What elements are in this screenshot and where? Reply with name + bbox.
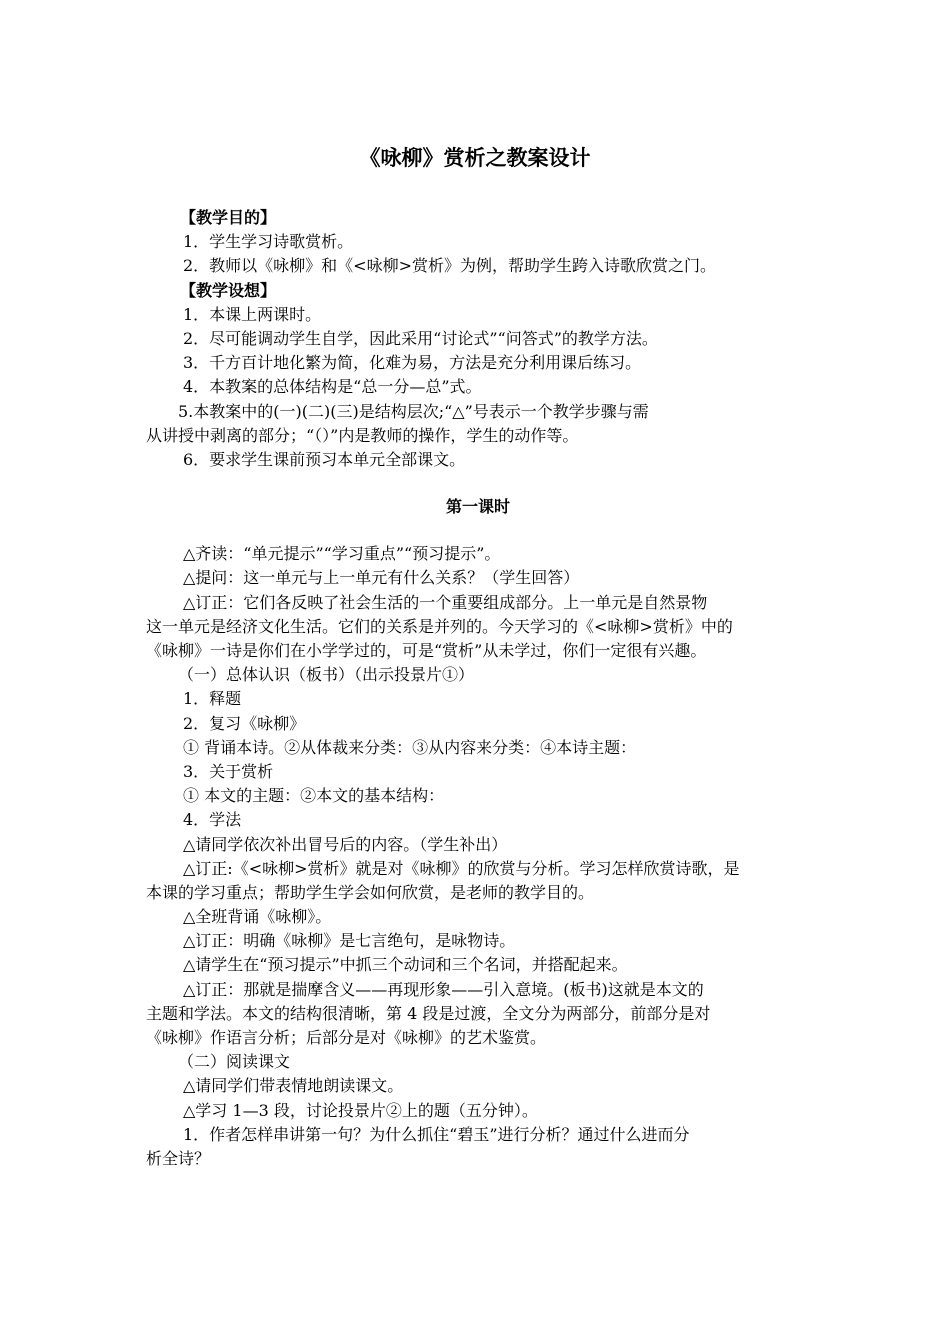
question-item: 析全诗？ bbox=[146, 1148, 211, 1168]
list-item: 4．学法 bbox=[183, 810, 242, 830]
plan-item-3: 3．千方百计地化繁为简，化难为易，方法是充分利用课后练习。 bbox=[183, 353, 642, 373]
lesson-heading: 第一课时 bbox=[445, 497, 510, 517]
goal-item-2: 2．教师以《咏柳》和《<咏柳>赏析》为例，帮助学生跨入诗歌欣赏之门。 bbox=[183, 256, 716, 276]
lesson-paragraph: △学习 1—3 段，讨论投景片②上的题（五分钟）。 bbox=[183, 1100, 538, 1120]
part-heading: （一）总体认识（板书）（出示投景片①） bbox=[178, 665, 475, 685]
lesson-paragraph: △订正:《<咏柳>赏析》就是对《咏柳》的欣赏与分析。学习怎样欣赏诗歌，是 bbox=[183, 858, 740, 878]
lesson-paragraph: 这一单元是经济文化生活。它们的关系是并列的。今天学习的《<咏柳>赏析》中的 bbox=[146, 616, 733, 636]
plan-item-1: 1．本课上两课时。 bbox=[183, 304, 322, 324]
lesson-paragraph: △全班背诵《咏柳》。 bbox=[183, 907, 332, 927]
lesson-paragraph: 本课的学习重点；帮助学生学会如何欣赏，是老师的教学目的。 bbox=[146, 882, 595, 902]
section-heading-plan: 【教学设想】 bbox=[180, 280, 277, 300]
question-item: 1．作者怎样串讲第一句？为什么抓住“碧玉”进行分析？通过什么进而分 bbox=[183, 1124, 690, 1144]
list-item: 3．关于赏析 bbox=[183, 761, 274, 781]
section-heading-goals: 【教学目的】 bbox=[180, 208, 277, 227]
lesson-paragraph: △提问：这一单元与上一单元有什么关系？（学生回答） bbox=[183, 568, 580, 588]
lesson-paragraph: △齐读：“单元提示”“学习重点”“预习提示”。 bbox=[183, 544, 501, 564]
lesson-paragraph: △请同学依次补出冒号后的内容。（学生补出） bbox=[183, 834, 508, 854]
lesson-paragraph: △请同学们带表情地朗读课文。 bbox=[183, 1076, 404, 1096]
document-body bbox=[146, 206, 810, 1171]
plan-item-4: 4．本教案的总体结构是“总一分—总”式。 bbox=[183, 377, 482, 397]
lesson-paragraph: 《咏柳》作语言分析；后部分是对《咏柳》的艺术鉴赏。 bbox=[146, 1028, 547, 1047]
lesson-paragraph: 主题和学法。本文的结构很清晰，第 4 段是过渡，全文分为两部分，前部分是对 bbox=[146, 1003, 711, 1023]
plan-item-5-line-2: 从讲授中剥离的部分；“（）”内是教师的操作，学生的动作等。 bbox=[146, 425, 579, 445]
list-item: 1．释题 bbox=[183, 689, 242, 709]
plan-item-5-line-1: 5.本教案中的(一)(二)(三)是结构层次;“△”号表示一个教学步骤与需 bbox=[178, 401, 649, 421]
list-item: ① 本文的主题：②本文的基本结构： bbox=[183, 786, 445, 806]
lesson-paragraph: 《咏柳》一诗是你们在小学学过的，可是“赏析”从未学过，你们一定很有兴趣。 bbox=[146, 641, 707, 660]
part-heading: （二）阅读课文 bbox=[178, 1052, 291, 1072]
plan-item-6: 6．要求学生课前预习本单元全部课文。 bbox=[183, 449, 466, 469]
list-item: 2．复习《咏柳》 bbox=[183, 713, 306, 733]
goal-item-1: 1．学生学习诗歌赏析。 bbox=[183, 232, 354, 252]
plan-item-2: 2．尽可能调动学生自学，因此采用“讨论式”“问答式”的教学方法。 bbox=[183, 328, 658, 348]
lesson-paragraph: △订正：那就是揣摩含义——再现形象——引入意境。(板书)这就是本文的 bbox=[183, 979, 704, 999]
lesson-paragraph: △请学生在“预习提示”中抓三个动词和三个名词，并搭配起来。 bbox=[183, 955, 628, 975]
lesson-paragraph: △订正：明确《咏柳》是七言绝句，是咏物诗。 bbox=[183, 931, 516, 951]
lesson-paragraph: △订正：它们各反映了社会生活的一个重要组成部分。上一单元是自然景物 bbox=[183, 592, 708, 612]
document-title: 《咏柳》赏析之教案设计 bbox=[359, 145, 591, 170]
list-item: ① 背诵本诗。②从体裁来分类：③从内容来分类：④本诗主题： bbox=[183, 737, 637, 757]
